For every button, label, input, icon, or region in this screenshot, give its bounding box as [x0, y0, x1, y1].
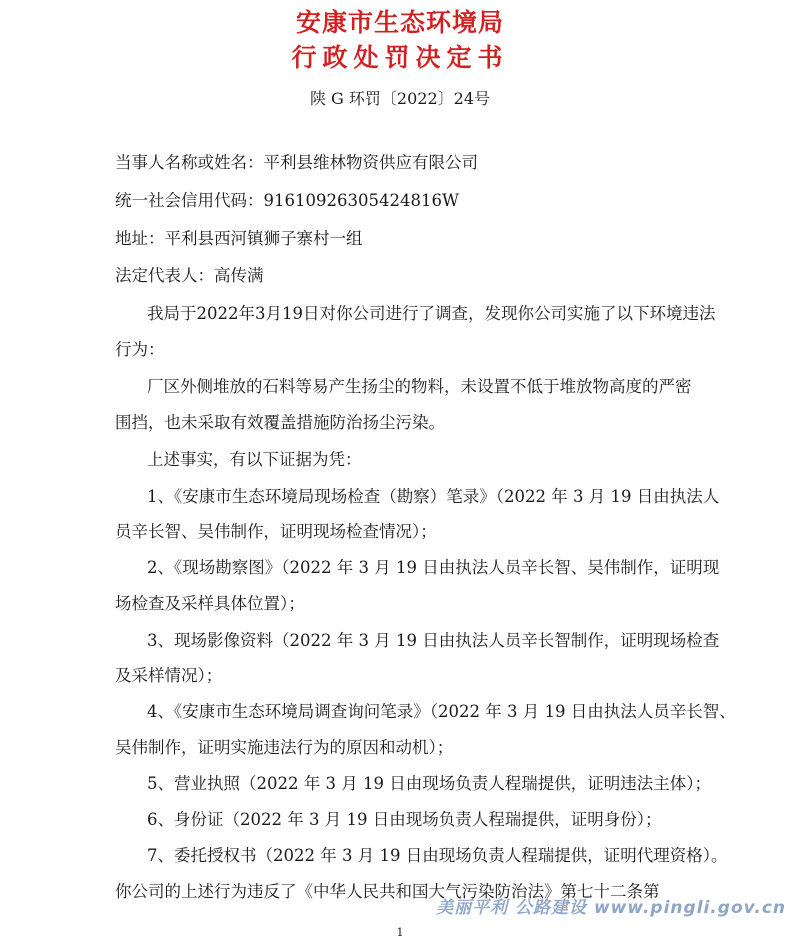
body-line: 行为： — [115, 340, 165, 359]
evidence-item: 3、现场影像资料（2022 年 3 月 19 日由执法人员辛长智制作，证明现场检查 — [147, 631, 720, 650]
evidence-item: 员辛长智、吴伟制作，证明现场检查情况）； — [115, 522, 437, 541]
evidence-item: 6、身份证（2022 年 3 月 19 日由现场负责人程瑞提供，证明身份）； — [147, 810, 662, 829]
evidence-item: 2、《现场勘察图》（2022 年 3 月 19 日由执法人员辛长智、吴伟制作，证明现 — [147, 558, 720, 577]
body-line: 我局于2022年3月19日对你公司进行了调查，发现你公司实施了以下环境违法 — [147, 304, 716, 323]
body-line: 围挡，也未采取有效覆盖措施防治扬尘污染。 — [115, 413, 445, 432]
party-name-line: 当事人名称或姓名：平利县维林物资供应有限公司 — [115, 153, 478, 172]
document-number: 陕 G 环罚〔2022〕24号 — [309, 89, 491, 108]
evidence-item: 场检查及采样具体位置）； — [115, 594, 305, 613]
agency-title: 安康市生态环境局 — [295, 8, 504, 37]
document-type-title: 行政处罚决定书 — [291, 43, 509, 72]
website-watermark: 美丽平利 公路建设 www.pingli.gov.cn — [436, 898, 786, 918]
evidence-item: 吴伟制作，证明实施违法行为的原因和动机）； — [115, 738, 454, 757]
evidence-item: 7、委托授权书（2022 年 3 月 19 日由现场负责人程瑞提供，证明代理资格）。 — [147, 846, 728, 865]
evidence-item: 1、《安康市生态环境局现场检查（勘察）笔录》（2022 年 3 月 19 日由执法人 — [147, 487, 720, 506]
evidence-item: 及采样情况）； — [115, 666, 223, 685]
body-line: 你公司的上述行为违反了《中华人民共和国大气污染防治法》第七十二条第 — [115, 882, 660, 901]
body-line: 上述事实，有以下证据为凭： — [147, 450, 362, 469]
evidence-item: 5、营业执照（2022 年 3 月 19 日由现场负责人程瑞提供，证明违法主体）； — [147, 774, 711, 793]
evidence-item: 4、《安康市生态环境局调查询问笔录》（2022 年 3 月 19 日由执法人员辛长智、 — [147, 702, 736, 721]
legal-representative-line: 法定代表人：高传满 — [115, 266, 264, 285]
page-number: 1 — [396, 926, 404, 939]
address-line: 地址：平利县西河镇狮子寨村一组 — [115, 229, 363, 248]
body-line: 厂区外侧堆放的石料等易产生扬尘的物料，未设置不低于堆放物高度的严密 — [147, 377, 692, 396]
credit-code-line: 统一社会信用代码：91610926305424816W — [115, 191, 459, 210]
